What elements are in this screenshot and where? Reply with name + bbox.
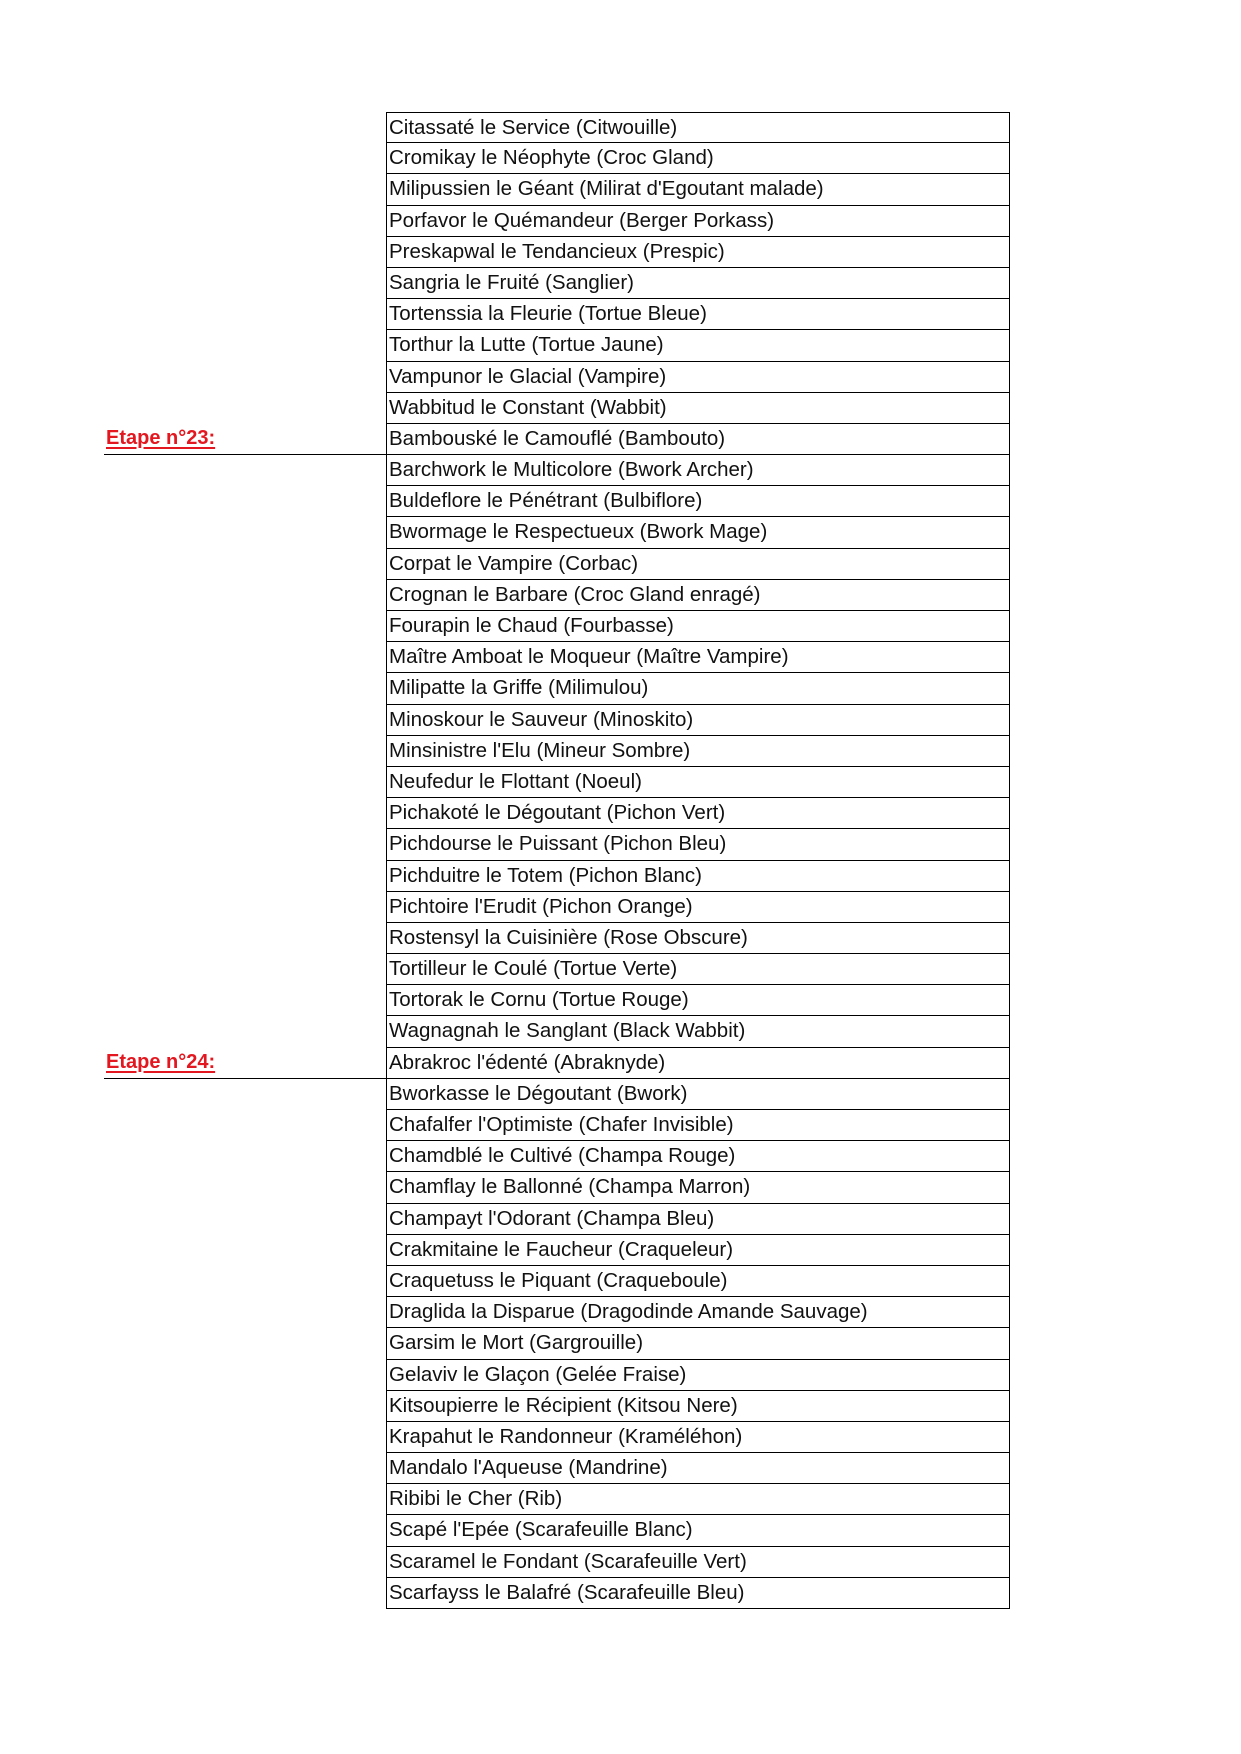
monster-name-cell: Draglida la Disparue (Dragodinde Amande Sauvage): [386, 1297, 1010, 1328]
monster-name-cell: Torthur la Lutte (Tortue Jaune): [386, 330, 1010, 361]
monster-name-cell: Mandalo l'Aqueuse (Mandrine): [386, 1453, 1010, 1484]
monster-name-cell: Kitsoupierre le Récipient (Kitsou Nere): [386, 1391, 1010, 1422]
table-row: [0, 1266, 1241, 1297]
table-row: [0, 1172, 1241, 1203]
table-row: [0, 1360, 1241, 1391]
table-row: [0, 1016, 1241, 1047]
table-row: [0, 455, 1241, 486]
table-row: [0, 767, 1241, 798]
monster-name-cell: Tortorak le Cornu (Tortue Rouge): [386, 985, 1010, 1016]
table-row: [0, 985, 1241, 1016]
table-row: [0, 1328, 1241, 1359]
table-row: [0, 1048, 1241, 1079]
monster-name-cell: Milipatte la Griffe (Milimulou): [386, 673, 1010, 704]
monster-name-cell: Chamdblé le Cultivé (Champa Rouge): [386, 1141, 1010, 1172]
table-row: [0, 736, 1241, 767]
stage-label-cell: [104, 1048, 386, 1079]
table-row: [0, 1079, 1241, 1110]
table-row: [0, 517, 1241, 548]
monster-name-cell: Chafalfer l'Optimiste (Chafer Invisible): [386, 1110, 1010, 1141]
monster-name-cell: Champayt l'Odorant (Champa Bleu): [386, 1204, 1010, 1235]
monster-name-cell: Crakmitaine le Faucheur (Craqueleur): [386, 1235, 1010, 1266]
monster-name-cell: Chamflay le Ballonné (Champa Marron): [386, 1172, 1010, 1203]
table-row: [0, 1297, 1241, 1328]
table-row: [0, 1204, 1241, 1235]
table-row: [0, 206, 1241, 237]
table-row: [0, 330, 1241, 361]
table-row: [0, 798, 1241, 829]
table-row: [0, 1453, 1241, 1484]
table-row: [0, 1547, 1241, 1578]
table-row: [0, 580, 1241, 611]
table-row: [0, 174, 1241, 205]
monster-name-cell: Bambouské le Camouflé (Bambouto): [386, 424, 1010, 455]
monster-name-cell: Preskapwal le Tendancieux (Prespic): [386, 237, 1010, 268]
monster-name-cell: Fourapin le Chaud (Fourbasse): [386, 611, 1010, 642]
monster-name-cell: Barchwork le Multicolore (Bwork Archer): [386, 455, 1010, 486]
stage-label: Etape n°23:: [106, 426, 216, 449]
monster-name-cell: Neufedur le Flottant (Noeul): [386, 767, 1010, 798]
table-row: [0, 1484, 1241, 1515]
monster-name-cell: Scaramel le Fondant (Scarafeuille Vert): [386, 1547, 1010, 1578]
monster-name-cell: Rostensyl la Cuisinière (Rose Obscure): [386, 923, 1010, 954]
table-row: [0, 362, 1241, 393]
monster-name-cell: Pichdourse le Puissant (Pichon Bleu): [386, 829, 1010, 860]
stage-label-cell: [104, 424, 386, 455]
table-row: [0, 1235, 1241, 1266]
table-row: [0, 1110, 1241, 1141]
table-row: [0, 1515, 1241, 1546]
monster-name-cell: Scapé l'Epée (Scarafeuille Blanc): [386, 1515, 1010, 1546]
monster-name-cell: Pichtoire l'Erudit (Pichon Orange): [386, 892, 1010, 923]
table-row: [0, 923, 1241, 954]
monster-name-cell: Wagnagnah le Sanglant (Black Wabbit): [386, 1016, 1010, 1047]
monster-name-cell: Bwormage le Respectueux (Bwork Mage): [386, 517, 1010, 548]
monster-name-cell: Citassaté le Service (Citwouille): [386, 112, 1010, 143]
monster-name-cell: Abrakroc l'édenté (Abraknyde): [386, 1048, 1010, 1079]
monster-name-cell: Vampunor le Glacial (Vampire): [386, 362, 1010, 393]
monster-name-cell: Sangria le Fruité (Sanglier): [386, 268, 1010, 299]
monster-name-cell: Ribibi le Cher (Rib): [386, 1484, 1010, 1515]
monster-name-cell: Bworkasse le Dégoutant (Bwork): [386, 1079, 1010, 1110]
monster-name-cell: Crognan le Barbare (Croc Gland enragé): [386, 580, 1010, 611]
spreadsheet-page: [0, 112, 1241, 1609]
table-row: [0, 673, 1241, 704]
stage-label: Etape n°24:: [106, 1050, 216, 1073]
table-row: [0, 954, 1241, 985]
table-row: [0, 112, 1241, 143]
table-row: [0, 861, 1241, 892]
monster-name-cell: Minoskour le Sauveur (Minoskito): [386, 705, 1010, 736]
monster-name-cell: Milipussien le Géant (Milirat d'Egoutant malade): [386, 174, 1010, 205]
monster-name-cell: Craquetuss le Piquant (Craqueboule): [386, 1266, 1010, 1297]
monster-name-cell: Tortilleur le Coulé (Tortue Verte): [386, 954, 1010, 985]
table-row: [0, 143, 1241, 174]
table-row: [0, 393, 1241, 424]
table-row: [0, 705, 1241, 736]
monster-name-cell: Maître Amboat le Moqueur (Maître Vampire): [386, 642, 1010, 673]
table-row: [0, 892, 1241, 923]
monster-name-cell: Garsim le Mort (Gargrouille): [386, 1328, 1010, 1359]
table-row: [0, 1141, 1241, 1172]
monster-name-cell: Cromikay le Néophyte (Croc Gland): [386, 143, 1010, 174]
monster-name-cell: Wabbitud le Constant (Wabbit): [386, 393, 1010, 424]
table-row: [0, 1422, 1241, 1453]
monster-name-cell: Pichakoté le Dégoutant (Pichon Vert): [386, 798, 1010, 829]
table-row: [0, 486, 1241, 517]
table-row: [0, 424, 1241, 455]
monster-name-cell: Tortenssia la Fleurie (Tortue Bleue): [386, 299, 1010, 330]
table-row: [0, 611, 1241, 642]
monster-name-cell: Scarfayss le Balafré (Scarafeuille Bleu): [386, 1578, 1010, 1609]
monster-name-cell: Minsinistre l'Elu (Mineur Sombre): [386, 736, 1010, 767]
table-row: [0, 268, 1241, 299]
monster-name-cell: Buldeflore le Pénétrant (Bulbiflore): [386, 486, 1010, 517]
monster-name-cell: Pichduitre le Totem (Pichon Blanc): [386, 861, 1010, 892]
table-row: [0, 237, 1241, 268]
table-row: [0, 1391, 1241, 1422]
table-row: [0, 1578, 1241, 1609]
table-row: [0, 299, 1241, 330]
table-row: [0, 829, 1241, 860]
table-row: [0, 642, 1241, 673]
table-row: [0, 549, 1241, 580]
monster-name-cell: Porfavor le Quémandeur (Berger Porkass): [386, 206, 1010, 237]
monster-name-cell: Krapahut le Randonneur (Kraméléhon): [386, 1422, 1010, 1453]
monster-name-cell: Corpat le Vampire (Corbac): [386, 549, 1010, 580]
monster-name-cell: Gelaviv le Glaçon (Gelée Fraise): [386, 1360, 1010, 1391]
